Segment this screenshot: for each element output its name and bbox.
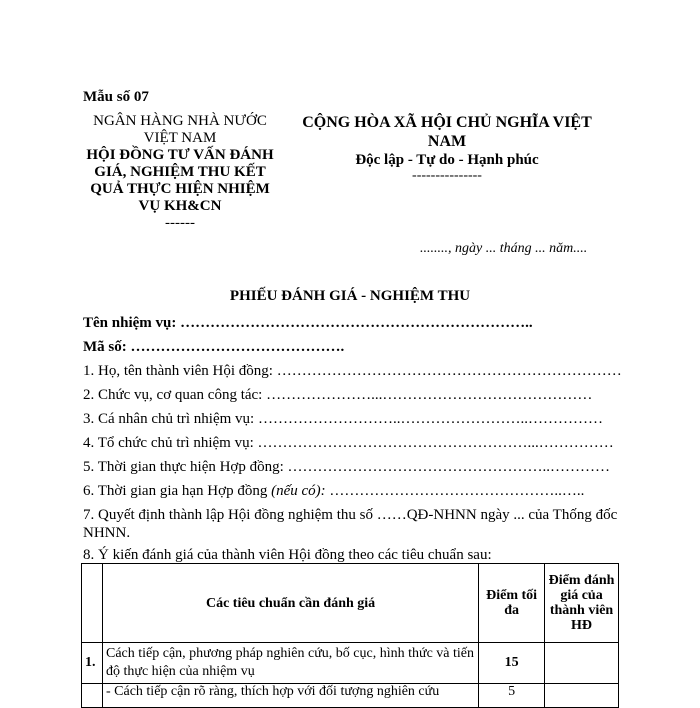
item-position: 2. Chức vụ, cơ quan công tác: …………………...……………………………………: [83, 387, 593, 403]
council-name: HỘI ĐỒNG TƯ VẤN ĐÁNH GIÁ, NGHIỆM THU KẾT QUẢ THỰC HIỆN NHIỆM VỤ KH&CN: [86, 147, 274, 214]
row-criteria: - Cách tiếp cận rõ ràng, thích hợp với đối tượng nghiên cứu: [102, 684, 478, 708]
document-title: PHIẾU ĐÁNH GIÁ - NGHIỆM THU: [229, 288, 471, 304]
table-header-row: [82, 564, 619, 643]
org-divider: ------: [165, 215, 195, 231]
item-contract-period: 5. Thời gian thực hiện Hợp đồng: ……………………………………………..…………: [83, 459, 611, 475]
row-number: [82, 684, 103, 708]
org-name-line1: NGÂN HÀNG NHÀ NƯỚC: [93, 113, 267, 129]
item6-italic: (nếu có):: [271, 483, 326, 499]
form-code: Mẫu số 07: [83, 89, 149, 105]
item-decision-line2: NHNN.: [83, 525, 131, 541]
criteria-table: [81, 563, 619, 708]
header-member-score: Điểm đánh giá của thành viên HĐ: [545, 564, 619, 643]
item6-prefix: 6. Thời gian gia hạn Hợp đồng: [83, 483, 272, 499]
motto: Độc lập - Tự do - Hạnh phúc: [355, 152, 539, 168]
nation-block: [282, 113, 612, 182]
row-max-score: 15: [479, 643, 545, 684]
header-criteria: Các tiêu chuẩn cần đánh giá: [102, 564, 478, 643]
code-field: Mã số: …………………………………….: [83, 339, 345, 355]
motto-divider: ---------------: [412, 168, 482, 183]
row-criteria: Cách tiếp cận, phương pháp nghiên cứu, bố cục, hình thức và tiến độ thực hiện của nhiệm vụ: [102, 643, 478, 684]
item-extension-period: [83, 481, 584, 501]
table-row: [82, 684, 619, 708]
header-max-score: Điểm tối đa: [479, 564, 545, 643]
item-evaluation-intro: 8. Ý kiến đánh giá của thành viên Hội đồng theo các tiêu chuẩn sau:: [83, 547, 492, 563]
nation-name: CỘNG HÒA XÃ HỘI CHỦ NGHĨA VIỆT NAM: [302, 114, 592, 150]
item-member-name: 1. Họ, tên thành viên Hội đồng: ……………………………………………………………: [83, 363, 622, 379]
header-no: [82, 564, 103, 643]
item-principal-investigator: 3. Cá nhân chủ trì nhiệm vụ: ………………………..……………………..……………: [83, 411, 603, 427]
row-member-score[interactable]: [545, 643, 619, 684]
org-name-line2: VIỆT NAM: [143, 130, 217, 146]
item6-suffix: ………………………………………..…..: [325, 483, 585, 499]
item-decision-line1: 7. Quyết định thành lập Hội đồng nghiệm thu số ……QĐ-NHNN ngày ... của Thống đốc: [83, 507, 618, 523]
date-line: ........, ngày ... tháng ... năm....: [420, 241, 588, 256]
row-max-score: 5: [479, 684, 545, 708]
organization-block: [80, 113, 280, 232]
task-name-field: Tên nhiệm vụ: ……………………………………………………………..: [83, 315, 533, 331]
table-row: [82, 643, 619, 684]
row-number: 1.: [82, 643, 103, 684]
row-member-score[interactable]: [545, 684, 619, 708]
item-host-organization: 4. Tổ chức chủ trì nhiệm vụ: ………………………………………………...……………: [83, 435, 614, 451]
